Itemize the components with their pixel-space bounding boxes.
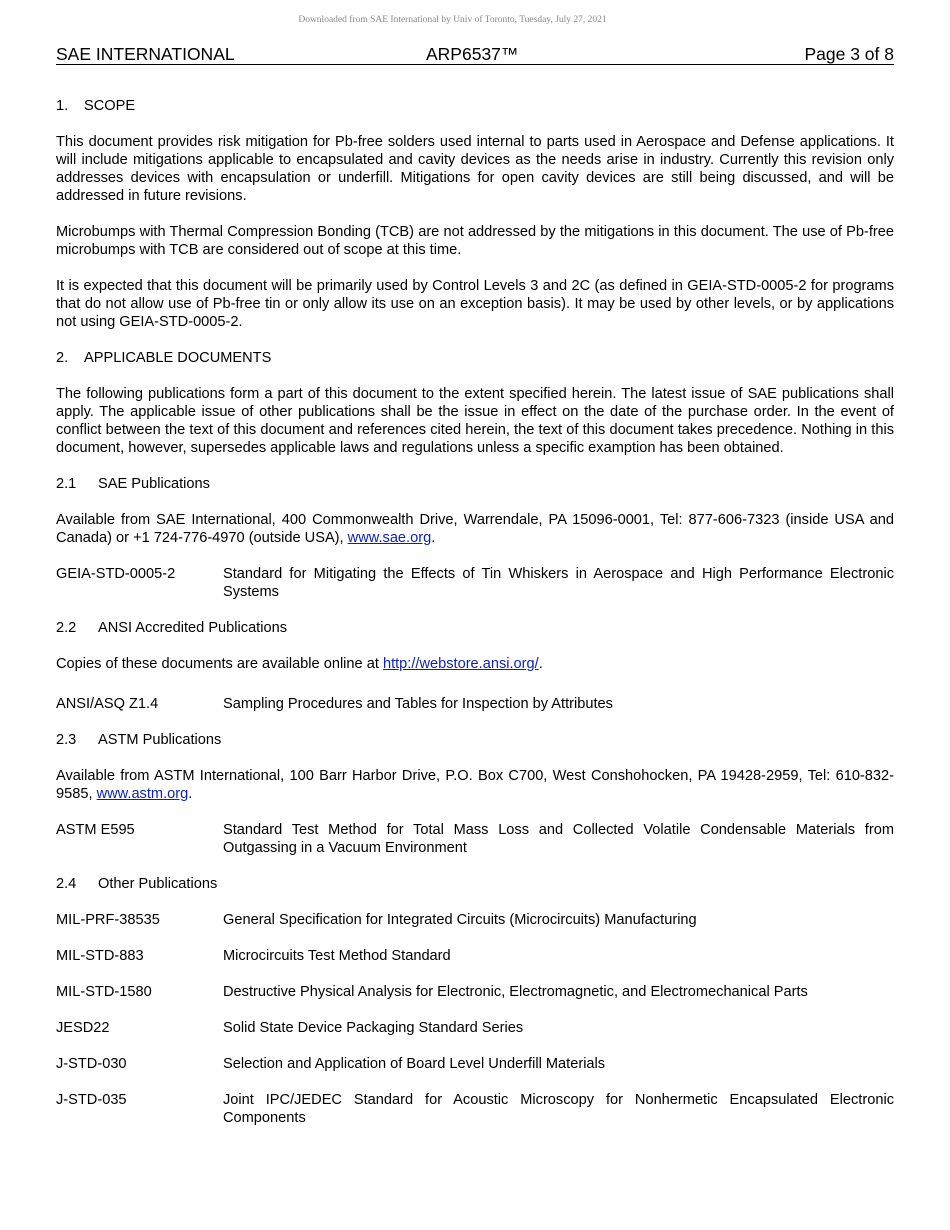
punctuation: . <box>538 656 543 672</box>
reference-entry <box>56 1019 894 1037</box>
reference-entry <box>56 565 894 601</box>
reference-description: Standard for Mitigating the Effects of Tin Whiskers in Aerospace and High Performance Electronic Systems <box>223 566 894 600</box>
astm-website-link[interactable]: www.astm.org <box>96 786 189 802</box>
ansi-webstore-link[interactable]: http://webstore.ansi.org/ <box>382 656 539 672</box>
reference-entry <box>56 821 894 857</box>
astm-availability-text: Available from ASTM International, 100 Barr Harbor Drive, P.O. Box C700, West Conshohocken, PA 19428-2959, Tel: 610-832-9585, <box>56 768 894 802</box>
sae-availability-text: Available from SAE International, 400 Commonwealth Drive, Warrendale, PA 15096-0001, Tel: 877-606-7323 (inside USA and Canada) or +1 724-776-4970 (outside USA), <box>56 512 894 546</box>
applicable-docs-paragraph: The following publications form a part of this document to the extent specified herein. The latest issue of SAE publications shall apply. The applicable issue of other publications shall be the issue in effect on the date of the purchase order. In the event of conflict between the text of this document and references cited herein, the text of this document takes precedence. Nothing in this document, however, supersedes applicable laws and regulations unless a specific examption has been obtained. <box>56 386 894 456</box>
page-number: Page 3 of 8 <box>804 44 894 64</box>
section-2-4-heading <box>56 875 894 893</box>
astm-availability-paragraph <box>56 767 894 803</box>
punctuation: . <box>431 530 436 546</box>
ansi-availability-text: Copies of these documents are available online at <box>56 656 383 672</box>
ansi-availability-paragraph <box>56 655 894 673</box>
section-2-2-heading <box>56 619 894 637</box>
section-2-3-heading <box>56 731 894 749</box>
section-title: SCOPE <box>84 98 136 114</box>
section-number: 2.1 <box>56 476 77 492</box>
section-number: 1. <box>56 98 69 114</box>
section-2-heading <box>56 349 894 367</box>
reference-description: Solid State Device Packaging Standard Series <box>223 1020 524 1036</box>
reference-entry <box>56 947 894 965</box>
section-title: SAE Publications <box>98 476 210 492</box>
reference-code: MIL-STD-883 <box>56 948 144 964</box>
section-number: 2.4 <box>56 876 77 892</box>
reference-code: MIL-STD-1580 <box>56 984 152 1000</box>
reference-description: Joint IPC/JEDEC Standard for Acoustic Microscopy for Nonhermetic Encapsulated Electronic Components <box>223 1092 894 1126</box>
reference-description: Standard Test Method for Total Mass Loss and Collected Volatile Condensable Materials from Outgassing in a Vacuum Environment <box>223 822 894 856</box>
scope-paragraph-3: It is expected that this document will be primarily used by Control Levels 3 and 2C (as defined in GEIA-STD-0005-2 for programs that do not allow use of Pb-free tin or only allow its use on an exception basis). It may be used by other levels, or by applications not using GEIA-STD-0005-2. <box>56 278 894 330</box>
reference-code: ASTM E595 <box>56 822 135 838</box>
reference-description: Destructive Physical Analysis for Electronic, Electromagnetic, and Electromechanical Parts <box>223 984 808 1000</box>
reference-description: Microcircuits Test Method Standard <box>223 948 451 964</box>
section-number: 2.2 <box>56 620 77 636</box>
document-number: ARP6537™ <box>426 44 519 64</box>
download-watermark: Downloaded from SAE International by Univ of Toronto, Tuesday, July 27, 2021 <box>298 15 607 25</box>
scope-paragraph-1: This document provides risk mitigation for Pb-free solders used internal to parts used in Aerospace and Defense applications. It will include mitigations applicable to encapsulated and cavity devices as the needs arise in industry. Currently this revision only addresses devices with encapsulation or underfill. Mitigations for open cavity devices are still being discussed, and will be addressed in future revisions. <box>56 134 894 204</box>
reference-entry <box>56 695 894 713</box>
page-content <box>56 97 894 1145</box>
reference-code: ANSI/ASQ Z1.4 <box>56 696 159 712</box>
reference-entry <box>56 1055 894 1073</box>
reference-description: General Specification for Integrated Circuits (Microcircuits) Manufacturing <box>223 912 697 928</box>
reference-code: MIL-PRF-38535 <box>56 912 160 928</box>
page-header <box>56 44 894 65</box>
reference-code: GEIA-STD-0005-2 <box>56 566 176 582</box>
reference-entry <box>56 1091 894 1127</box>
section-title: ANSI Accredited Publications <box>98 620 288 636</box>
publisher-name: SAE INTERNATIONAL <box>56 44 235 64</box>
sae-availability-paragraph <box>56 511 894 547</box>
reference-description: Sampling Procedures and Tables for Inspection by Attributes <box>223 696 613 712</box>
reference-entry <box>56 983 894 1001</box>
reference-code: J-STD-035 <box>56 1092 127 1108</box>
reference-description: Selection and Application of Board Level Underfill Materials <box>223 1056 606 1072</box>
section-1-heading <box>56 97 894 115</box>
section-2-1-heading <box>56 475 894 493</box>
reference-code: J-STD-030 <box>56 1056 127 1072</box>
section-number: 2.3 <box>56 732 77 748</box>
section-title: APPLICABLE DOCUMENTS <box>84 350 272 366</box>
section-number: 2. <box>56 350 69 366</box>
reference-entry <box>56 911 894 929</box>
section-title: ASTM Publications <box>98 732 222 748</box>
section-title: Other Publications <box>98 876 218 892</box>
sae-website-link[interactable]: www.sae.org <box>347 530 432 546</box>
scope-paragraph-2: Microbumps with Thermal Compression Bonding (TCB) are not addressed by the mitigations in this document. The use of Pb-free microbumps with TCB are considered out of scope at this time. <box>56 224 894 258</box>
reference-code: JESD22 <box>56 1020 110 1036</box>
punctuation: . <box>188 786 193 802</box>
